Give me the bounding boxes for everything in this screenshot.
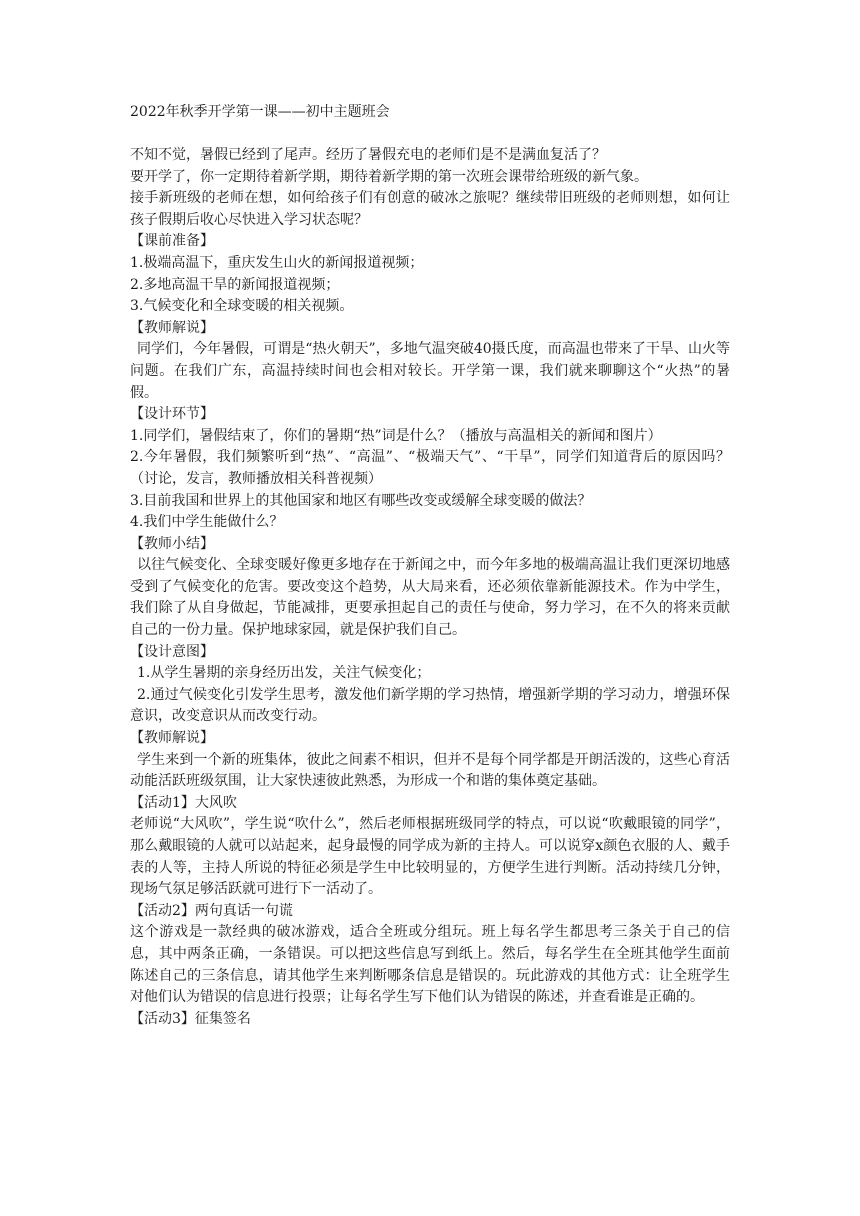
prep-item: 2.多地高温干旱的新闻报道视频； xyxy=(130,276,340,293)
document-page xyxy=(130,101,730,1030)
section-heading-intent: 【设计意图】 xyxy=(130,643,214,660)
intent-item: 1.从学生暑期的亲身经历出发，关注气候变化； xyxy=(137,665,431,682)
design-item: 1.同学们，暑假结束了，你们的暑期“热”词是什么？（播放与高温相关的新闻和图片） xyxy=(130,427,662,444)
section-heading-design: 【设计环节】 xyxy=(130,406,214,423)
document-title: 2022年秋季开学第一课——初中主题班会 xyxy=(130,104,390,120)
design-item: 4.我们中学生能做什么？ xyxy=(130,514,284,531)
activity-heading: 【活动2】两句真话一句谎 xyxy=(130,902,293,919)
intro-line: 不知不觉，暑假已经到了尾声。经历了暑假充电的老师们是不是满血复活了？ xyxy=(130,147,606,163)
activity-paragraph: 老师说“大风吹”，学生说“吹什么”，然后老师根据班级同学的特点，可以说“吹戴眼镜的同学”，那么戴眼镜的人就可以站起来，起身最慢的同学成为新的主持人。可以说穿x颜色衣服的人、戴手表的人等，主持人所说的特征必须是学生中比较明显的，方便学生进行判断。活动持续几分钟，现场气氛足够活跃就可进行下一活动了。 xyxy=(130,816,730,898)
prep-item: 3.气候变化和全球变暖的相关视频。 xyxy=(130,298,354,315)
section-heading-summary: 【教师小结】 xyxy=(130,535,214,552)
activity-heading: 【活动3】征集签名 xyxy=(130,1010,251,1027)
section-heading-prep: 【课前准备】 xyxy=(130,233,214,250)
section-heading-explain: 【教师解说】 xyxy=(130,730,214,747)
section-heading-explain: 【教师解说】 xyxy=(130,319,214,336)
activity-paragraph: 这个游戏是一款经典的破冰游戏，适合全班或分组玩。班上每名学生都思考三条关于自己的信息，其中两条正确，一条错误。可以把这些信息写到纸上。然后，每名学生在全班其他学生面前陈述自己的三条信息，请其他学生来判断哪条信息是错误的。玩此游戏的其他方式：让全班学生对他们认为错误的信息进行投票；让每名学生写下他们认为错误的陈述，并查看谁是正确的。 xyxy=(130,924,730,1006)
design-item: 2.今年暑假，我们频繁听到“热”、“高温”、“极端天气”、“干旱”，同学们知道背后的原因吗？（讨论，发言，教师播放相关科普视频） xyxy=(130,449,730,487)
intro-line: 要开学了，你一定期待着新学期，期待着新学期的第一次班会课带给班级的新气象。 xyxy=(130,168,648,185)
intent-item: 2.通过气候变化引发学生思考，激发他们新学期的学习热情，增强新学期的学习动力，增强环保意识，改变意识从而改变行动。 xyxy=(130,686,730,725)
design-item: 3.目前我国和世界上的其他国家和地区有哪些改变或缓解全球变暖的做法？ xyxy=(130,492,592,509)
summary-paragraph: 以往气候变化、全球变暖好像更多地存在于新闻之中，而今年多地的极端高温让我们更深切地感受到了气候变化的危害。要改变这个趋势，从大局来看，还必须依靠新能源技术。作为中学生，我们除了从自身做起，节能减排，更要承担起自己的责任与使命，努力学习，在不久的将来贡献自己的一份力量。保护地球家园，就是保护我们自己。 xyxy=(130,557,730,639)
explain-paragraph: 同学们，今年暑假，可谓是“热火朝天”，多地气温突破40摄氏度，而高温也带来了干旱、山火等问题。在我们广东，高温持续时间也会相对较长。开学第一课，我们就来聊聊这个“火热”的暑假。 xyxy=(130,341,730,401)
intro-line: 接手新班级的老师在想，如何给孩子们有创意的破冰之旅呢？继续带旧班级的老师则想，如何让孩子假期后收心尽快进入学习状态呢？ xyxy=(130,190,730,228)
prep-item: 1.极端高温下，重庆发生山火的新闻报道视频； xyxy=(130,254,424,271)
activity-heading: 【活动1】大风吹 xyxy=(130,794,237,811)
explain-paragraph: 学生来到一个新的班集体，彼此之间素不相识，但并不是每个同学都是开朗活泼的，这些心育活动能活跃班级氛围，让大家快速彼此熟悉，为形成一个和谐的集体奠定基础。 xyxy=(130,751,730,790)
